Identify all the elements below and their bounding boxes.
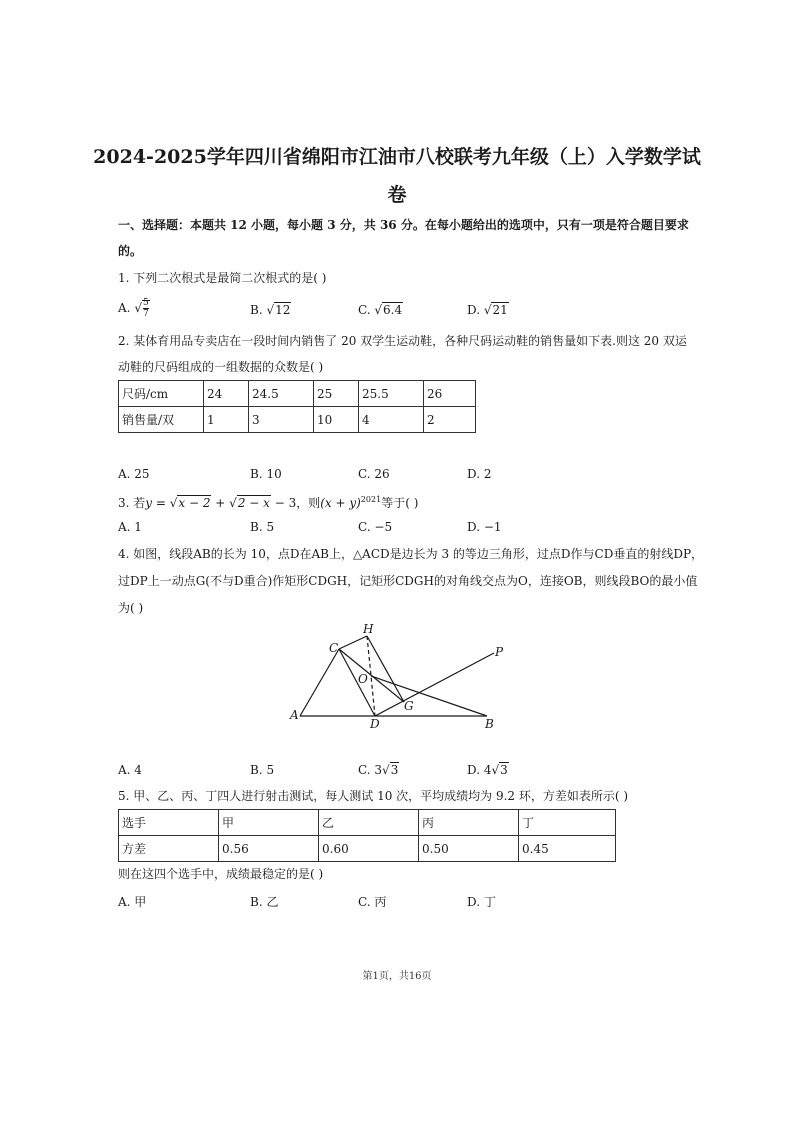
page-footer: 第1页，共16页 — [362, 971, 432, 982]
ray-dp — [375, 653, 494, 716]
table-cell: 选手 — [119, 810, 219, 836]
table-cell: 丁 — [519, 810, 616, 836]
label-d: D — [370, 717, 380, 731]
q4-stem-1: 4. 如图，线段AB的长为 10，点D在AB上，△ACD是边长为 3 的等边三角形，过点D作与CD垂直的射线DP， — [118, 547, 704, 561]
q3-eq: y = — [145, 496, 170, 510]
q4-stem-2: 过DP上一动点G(不与D重合)作矩形CDGH，记矩形CDGH的对角线交点为O，连接OB，则线段BO的最小值 — [118, 574, 698, 588]
segment-ch — [339, 636, 367, 649]
label-o: O — [358, 672, 368, 686]
q1-a-den: 7 — [142, 309, 149, 319]
table-cell: 0.60 — [319, 836, 419, 862]
table-cell: 25 — [314, 381, 359, 407]
q3-expr: (x + y) — [320, 496, 361, 510]
segment-cg — [339, 649, 404, 702]
q4-c-label: C. 3 — [358, 763, 383, 777]
q5-option-d: D. 丁 — [467, 895, 496, 909]
label-c: C — [329, 641, 339, 655]
q4-c-rad: 3 — [390, 763, 399, 777]
q2-stem-2: 动鞋的尺码组成的一组数据的众数是( ) — [118, 360, 324, 374]
q4-option-b: B. 5 — [250, 763, 275, 777]
q1-option-b: B. √12 — [250, 303, 291, 317]
q5-stem-2: 则在这四个选手中，成绩最稳定的是( ) — [118, 867, 324, 881]
q4-option-d: D. 4√3 — [467, 763, 508, 777]
table-cell: 销售量/双 — [119, 407, 204, 433]
table-cell: 1 — [204, 407, 249, 433]
table-cell: 10 — [314, 407, 359, 433]
q2-option-a: A. 25 — [118, 467, 150, 481]
table-cell: 甲 — [219, 810, 319, 836]
q1-option-c: C. √6.4 — [358, 303, 403, 317]
q2-option-d: D. 2 — [467, 467, 492, 481]
q1-b-rad: 12 — [275, 303, 291, 317]
q3-suffix: 等于( ) — [381, 496, 419, 510]
q1-c-label: C. — [358, 303, 371, 317]
q3-prefix: 3. 若 — [118, 496, 146, 510]
label-h: H — [363, 622, 374, 636]
label-g: G — [404, 699, 414, 713]
q5-stem: 5. 甲、乙、丙、丁四人进行射击测试，每人测试 10 次，平均成绩均为 9.2 环，方差如表所示( ) — [118, 789, 629, 803]
q3-option-c: C. −5 — [358, 520, 393, 534]
label-p: P — [495, 645, 504, 659]
q3-option-b: B. 5 — [250, 520, 275, 534]
table-cell: 尺码/cm — [119, 381, 204, 407]
table-cell: 25.5 — [359, 381, 424, 407]
table-cell: 4 — [359, 407, 424, 433]
q1-option-d: D. √21 — [467, 303, 508, 317]
q3-rad2: 2 − x — [237, 496, 270, 510]
q4-d-rad: 3 — [500, 763, 508, 777]
q1-stem: 1. 下列二次根式是最简二次根式的是( ) — [118, 271, 327, 285]
q1-b-label: B. — [250, 303, 263, 317]
q3-option-d: D. −1 — [467, 520, 502, 534]
title-line-1: 2024-2025学年四川省绵阳市江油市八校联考九年级（上）入学数学试 — [93, 146, 701, 168]
table-cell: 0.50 — [419, 836, 519, 862]
table-cell: 丙 — [419, 810, 519, 836]
q1-d-label: D. — [467, 303, 481, 317]
q5-option-c: C. 丙 — [358, 895, 387, 909]
label-a: A — [290, 708, 299, 722]
table-cell: 方差 — [119, 836, 219, 862]
table-cell: 3 — [249, 407, 314, 433]
segment-ac — [300, 649, 339, 716]
q5-option-b: B. 乙 — [250, 895, 279, 909]
section-heading-1: 一、选择题：本题共 12 小题，每小题 3 分，共 36 分。在每小题给出的选项中，只有一项是符合题目要求 — [118, 218, 689, 232]
q3-exp: 2021 — [360, 495, 382, 504]
q5-variance-table — [118, 809, 616, 862]
q1-a-label: A. — [118, 301, 131, 315]
q3-rad1: x − 2 — [178, 496, 211, 510]
q4-d-label: D. 4 — [467, 763, 492, 777]
q4-option-a: A. 4 — [118, 763, 142, 777]
table-cell: 0.56 — [219, 836, 319, 862]
table-cell: 乙 — [319, 810, 419, 836]
q4-stem-3: 为( ) — [118, 601, 144, 615]
q4-option-c: C. 3√3 — [358, 763, 399, 777]
table-cell: 0.45 — [519, 836, 616, 862]
label-b: B — [485, 717, 494, 731]
table-row — [119, 810, 616, 836]
q1-a-sqrt: √ $\frac{5}{7}$ — [134, 298, 149, 319]
q3-stem: 3. 若y = √x − 2 + √2 − x − 3，则$(x + y)^{2021}$等于( ) — [118, 495, 419, 510]
q2-stem-1: 2. 某体育用品专卖店在一段时间内销售了 20 双学生运动鞋，各种尺码运动鞋的销售量如下表.则这 20 双运 — [118, 334, 687, 348]
q5-option-a: A. 甲 — [118, 895, 147, 909]
segment-ob — [371, 676, 487, 716]
table-cell: 26 — [424, 381, 476, 407]
q2-option-b: B. 10 — [250, 467, 282, 481]
q3-plus: + — [211, 496, 230, 510]
q2-option-c: C. 26 — [358, 467, 390, 481]
q3-option-a: A. 1 — [118, 520, 142, 534]
q1-a-num: 5 — [142, 298, 149, 308]
table-cell: 24.5 — [249, 381, 314, 407]
q3-minus: − 3，则 — [270, 496, 321, 510]
table-cell: 24 — [204, 381, 249, 407]
table-row — [119, 836, 616, 862]
title-line-2: 卷 — [387, 184, 407, 206]
section-heading-2: 的。 — [118, 244, 143, 258]
q1-d-rad: 21 — [492, 303, 508, 317]
q1-c-rad: 6.4 — [383, 303, 403, 317]
table-cell: 2 — [424, 407, 476, 433]
